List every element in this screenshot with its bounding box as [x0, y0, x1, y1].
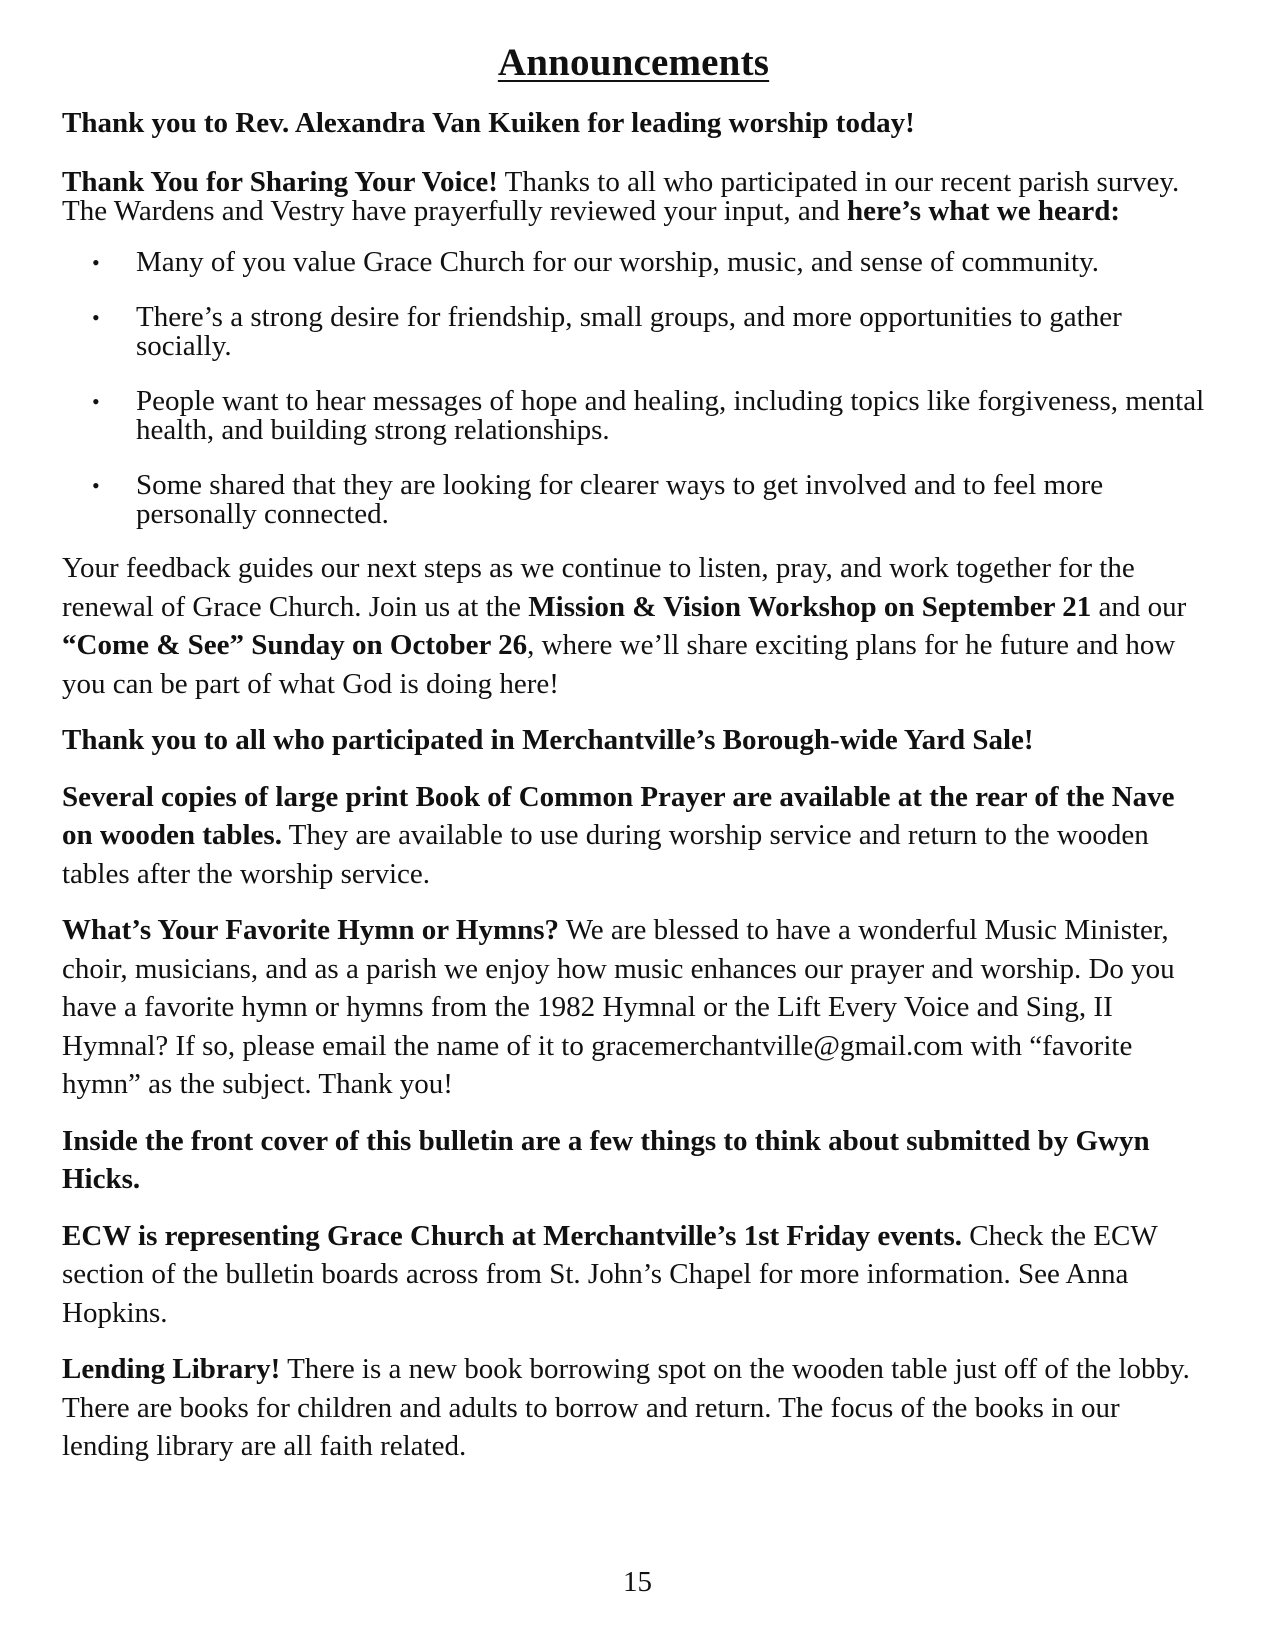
- ecw-announcement: [62, 1217, 1205, 1333]
- ecw-text: Check the ECW section of the bulletin boards across from St. John’s Chapel for more information. See Anna Hopkins.: [62, 1219, 1158, 1329]
- list-item: [62, 248, 1205, 277]
- come-see-event: “Come & See” Sunday on October 26: [62, 629, 528, 661]
- hymn-text: We are blessed to have a wonderful Music Minister, choir, musicians, and as a parish we enjoy how music enhances our prayer and worship. Do you have a favorite hymn or hymns from the 1982 Hymnal or the Lift Every Voice and Sing, II Hymnal? If so, please email the name of it to gracemerchantville@gmail.com with “favorite hymn” as the subject. Thank you!: [62, 914, 1175, 1100]
- survey-announcement: [62, 168, 1205, 226]
- thanks-announcement: [62, 109, 1205, 138]
- survey-heard: here’s what we heard:: [846, 195, 1121, 227]
- page-title: Announcements: [497, 41, 770, 84]
- yard-sale-text: Thank you to all who participated in Merchantville’s Borough-wide Yard Sale!: [62, 724, 1034, 756]
- prayer-book-heading: Several copies of large print Book of Common Prayer are available at the rear of the Nave on wooden tables.: [62, 780, 1175, 851]
- front-cover-announcement: [62, 1122, 1205, 1199]
- list-item: [62, 387, 1205, 445]
- thanks-text: Thank you to Rev. Alexandra Van Kuiken for leading worship today!: [62, 107, 915, 139]
- bullet-icon: •: [92, 389, 100, 414]
- finding-text: People want to hear messages of hope and healing, including topics like forgiveness, mental health, and building strong relationships.: [136, 385, 1205, 446]
- feedback-announcement: [62, 549, 1205, 703]
- bullet-icon: •: [92, 250, 100, 275]
- finding-text: There’s a strong desire for friendship, small groups, and more opportunities to gather socially.: [136, 301, 1122, 362]
- prayer-book-announcement: [62, 778, 1205, 894]
- prayer-book-text: They are available to use during worship service and return to the wooden tables after the worship service.: [62, 819, 1149, 890]
- survey-findings-list: [62, 248, 1205, 529]
- front-cover-text: Inside the front cover of this bulletin are a few things to think about submitted by Gwyn Hicks.: [62, 1124, 1150, 1195]
- survey-heading: Thank You for Sharing Your Voice!: [62, 166, 498, 198]
- library-announcement: [62, 1350, 1205, 1466]
- finding-text: Many of you value Grace Church for our worship, music, and sense of community.: [136, 246, 1099, 278]
- finding-text: Some shared that they are looking for clearer ways to get involved and to feel more personally connected.: [136, 469, 1104, 530]
- workshop-event: Mission & Vision Workshop on September 21: [528, 590, 1092, 623]
- list-item: [62, 303, 1205, 361]
- hymn-heading: What’s Your Favorite Hymn or Hymns?: [62, 914, 560, 946]
- page-number: 15: [623, 1566, 652, 1598]
- yard-sale-announcement: [62, 721, 1205, 760]
- feedback-text-3: , where we’ll share exciting plans for he future and how you can be part of what God is doing here!: [62, 629, 1176, 700]
- bullet-icon: •: [92, 473, 100, 498]
- library-heading: Lending Library!: [62, 1353, 281, 1385]
- feedback-text-2: and our: [1091, 590, 1187, 623]
- survey-intro: Thanks to all who participated in our recent parish survey. The Wardens and Vestry have prayerfully reviewed your input, and: [62, 166, 1180, 227]
- hymn-announcement: [62, 911, 1205, 1104]
- list-item: [62, 471, 1205, 529]
- ecw-heading: ECW is representing Grace Church at Merchantville’s 1st Friday events.: [62, 1219, 962, 1252]
- library-text: There is a new book borrowing spot on the wooden table just off of the lobby. There are books for children and adults to borrow and return. The focus of the books in our lending library are all faith related.: [62, 1353, 1190, 1462]
- bullet-icon: •: [92, 305, 100, 330]
- feedback-text-1: Your feedback guides our next steps as we continue to listen, pray, and work together for the renewal of Grace Church. Join us at the: [62, 552, 1135, 623]
